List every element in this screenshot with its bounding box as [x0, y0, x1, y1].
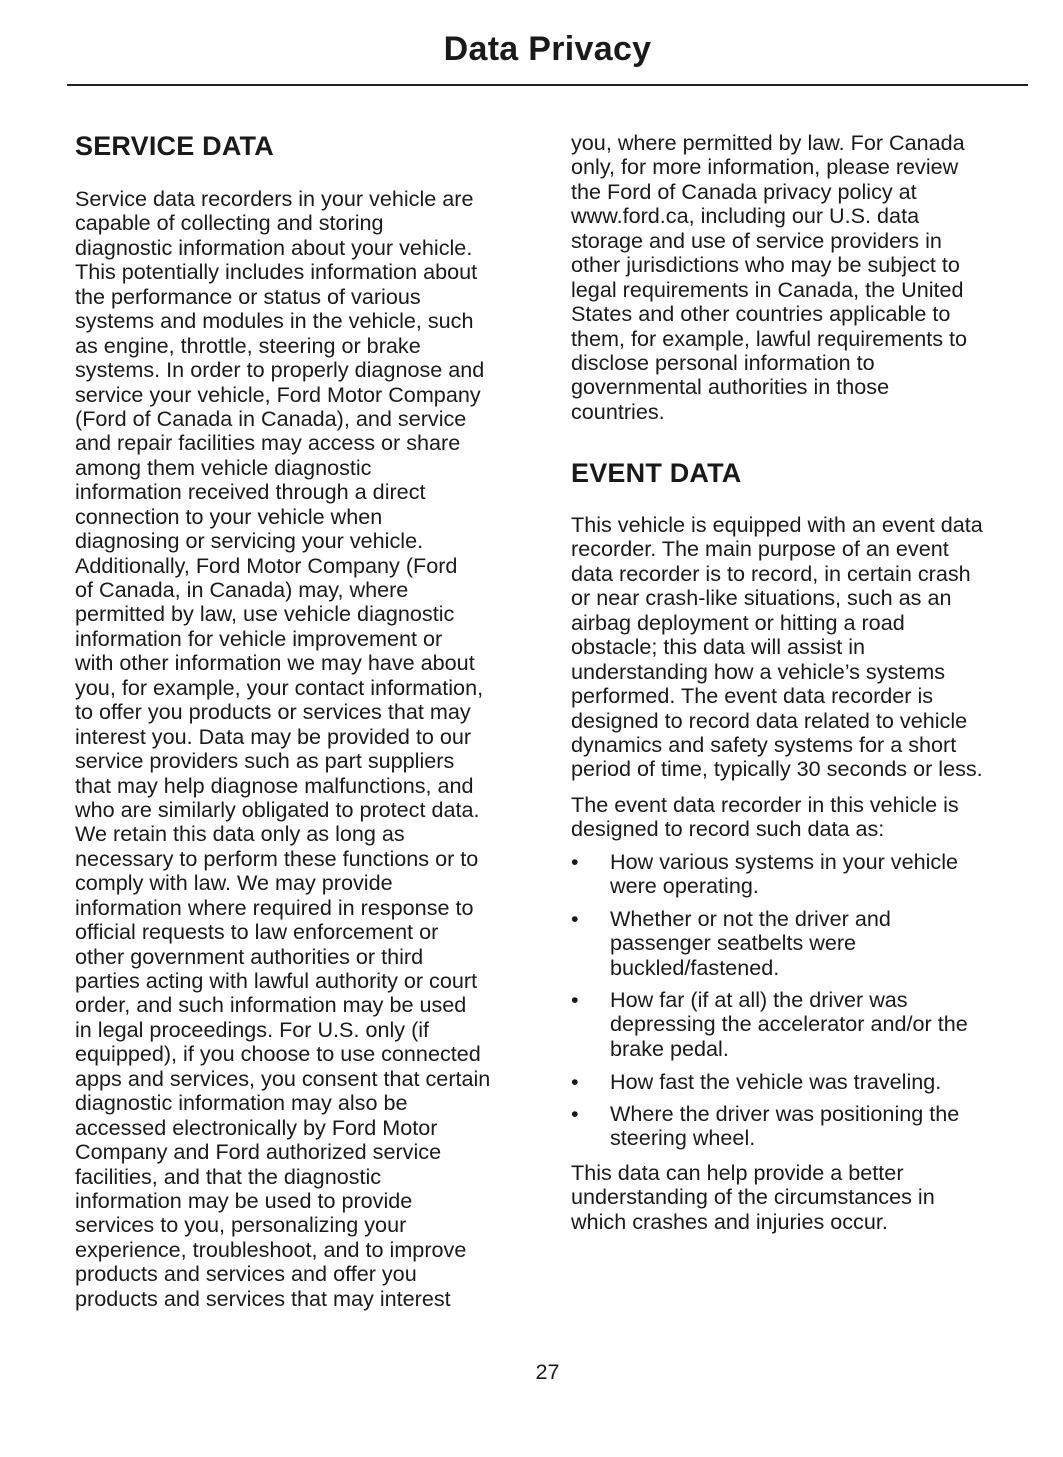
text-line: products and services that may interest	[75, 1285, 451, 1311]
text-line: storage and use of service providers in	[571, 227, 942, 253]
text-line: diagnostic information about your vehicle.	[75, 234, 473, 260]
text-line: systems. In order to properly diagnose and	[75, 357, 485, 383]
text-line: understanding of the circumstances in	[571, 1184, 935, 1210]
text-line: official requests to law enforcement or	[75, 919, 439, 945]
text-line: interest you. Data may be provided to our	[75, 723, 472, 749]
text-line: with other information we may have about	[75, 650, 475, 676]
text-line: other government authorities or third	[75, 943, 424, 969]
text-line: airbag deployment or hitting a road	[571, 609, 905, 635]
list-item-text	[610, 988, 968, 1061]
bullet-icon: •	[571, 906, 579, 931]
bullet-icon: •	[571, 1101, 579, 1126]
text-line: or near crash-like situations, such as an	[571, 585, 952, 611]
service-data-continuation	[571, 131, 967, 424]
page-title: Data Privacy	[443, 30, 652, 68]
text-line: capable of collecting and storing	[75, 210, 384, 236]
text-line: equipped), if you choose to use connected	[75, 1041, 481, 1067]
text-line: data recorder is to record, in certain crash	[571, 560, 971, 586]
text-line: How various systems in your vehicle	[610, 849, 959, 874]
text-line: products and services and offer you	[75, 1261, 417, 1287]
text-line: information may be used to provide	[75, 1187, 413, 1213]
text-line: you, for example, your contact information,	[75, 674, 484, 700]
section-heading-service-data: SERVICE DATA	[75, 131, 274, 161]
text-line: Whether or not the driver and	[610, 906, 891, 931]
text-line: only, for more information, please review	[571, 154, 959, 180]
page-number: 27	[535, 1359, 560, 1384]
list-item-text	[610, 850, 958, 899]
text-line: that may help diagnose malfunctions, and	[75, 772, 474, 798]
text-line: The event data recorder in this vehicle is	[571, 792, 959, 817]
event-data-paragraph-1	[571, 513, 983, 782]
text-line: Service data recorders in your vehicle are	[75, 186, 474, 211]
section-heading-event-data: EVENT DATA	[571, 458, 742, 488]
text-line: apps and services, you consent that certain	[75, 1065, 491, 1091]
text-line: them, for example, lawful requirements to	[571, 325, 968, 351]
text-line: order, and such information may be used	[75, 992, 467, 1018]
text-line: States and other countries applicable to	[571, 301, 951, 327]
text-line: performed. The event data recorder is	[571, 683, 934, 709]
text-line: services to you, personalizing your	[75, 1212, 407, 1238]
text-line: This data can help provide a better	[571, 1160, 904, 1185]
text-line: to offer you products or services that may	[75, 699, 471, 725]
header-divider	[67, 84, 1028, 86]
text-line: passenger seatbelts were	[610, 930, 857, 956]
text-line: How far (if at all) the driver was	[610, 987, 908, 1012]
text-line: recorder. The main purpose of an event	[571, 536, 949, 562]
service-data-paragraph	[75, 187, 490, 1311]
text-line: Company and Ford authorized service	[75, 1139, 442, 1165]
text-line: among them vehicle diagnostic	[75, 454, 372, 480]
text-line: depressing the accelerator and/or the	[610, 1011, 968, 1037]
text-line: permitted by law, use vehicle diagnostic	[75, 601, 455, 627]
text-line: you, where permitted by law. For Canada	[571, 130, 965, 155]
text-line: disclose personal information to	[571, 349, 875, 375]
event-data-paragraph-3	[571, 1161, 935, 1234]
text-line: information where required in response to	[75, 894, 474, 920]
text-line: accessed electronically by Ford Motor	[75, 1114, 438, 1140]
text-line: diagnosing or servicing your vehicle.	[75, 528, 424, 554]
text-line: dynamics and safety systems for a short	[571, 731, 957, 757]
text-line: brake pedal.	[610, 1035, 729, 1061]
event-data-paragraph-2	[571, 793, 959, 842]
list-item-text	[610, 1070, 941, 1094]
list-item-text	[610, 1102, 959, 1151]
text-line: countries.	[571, 398, 665, 424]
text-line: period of time, typically 30 seconds or less.	[571, 756, 983, 782]
bullet-icon: •	[571, 849, 579, 874]
text-line: (Ford of Canada in Canada), and service	[75, 405, 467, 431]
text-line: other jurisdictions who may be subject to	[571, 252, 960, 278]
text-line: www.ford.ca, including our U.S. data	[571, 203, 920, 229]
text-line: designed to record data related to vehicle	[571, 707, 968, 733]
text-line: systems and modules in the vehicle, such	[75, 308, 474, 334]
bullet-icon: •	[571, 987, 579, 1012]
text-line: information received through a direct	[75, 479, 426, 505]
text-line: the Ford of Canada privacy policy at	[571, 178, 917, 204]
text-line: diagnostic information may also be	[75, 1090, 408, 1116]
text-line: Additionally, Ford Motor Company (Ford	[75, 552, 458, 578]
text-line: necessary to perform these functions or to	[75, 845, 479, 871]
text-line: as engine, throttle, steering or brake	[75, 332, 421, 358]
text-line: experience, troubleshoot, and to improve	[75, 1236, 467, 1262]
text-line: which crashes and injuries occur.	[571, 1208, 888, 1234]
text-line: were operating.	[610, 873, 759, 899]
text-line: comply with law. We may provide	[75, 870, 393, 896]
text-line: designed to record such data as:	[571, 816, 885, 842]
list-item-text	[610, 907, 891, 980]
text-line: We retain this data only as long as	[75, 821, 405, 847]
text-line: the performance or status of various	[75, 283, 421, 309]
text-line: buckled/fastened.	[610, 954, 780, 980]
text-line: in legal proceedings. For U.S. only (if	[75, 1016, 430, 1042]
text-line: Where the driver was positioning the	[610, 1101, 960, 1126]
text-line: service your vehicle, Ford Motor Company	[75, 381, 481, 407]
text-line: of Canada, in Canada) may, where	[75, 577, 409, 602]
bullet-icon: •	[571, 1069, 579, 1094]
text-line: information for vehicle improvement or	[75, 625, 443, 651]
text-line: service providers such as part suppliers	[75, 748, 455, 774]
text-line: who are similarly obligated to protect data.	[75, 796, 480, 822]
text-line: steering wheel.	[610, 1125, 756, 1151]
text-line: This vehicle is equipped with an event data	[571, 512, 983, 537]
text-line: obstacle; this data will assist in	[571, 634, 866, 660]
text-line: How fast the vehicle was traveling.	[610, 1069, 942, 1094]
text-line: This potentially includes information about	[75, 259, 478, 285]
text-line: governmental authorities in those	[571, 374, 890, 400]
text-line: facilities, and that the diagnostic	[75, 1163, 382, 1189]
text-line: legal requirements in Canada, the United	[571, 276, 964, 302]
text-line: parties acting with lawful authority or court	[75, 968, 478, 993]
text-line: and repair facilities may access or share	[75, 430, 461, 456]
text-line: connection to your vehicle when	[75, 503, 383, 529]
text-line: understanding how a vehicle’s systems	[571, 658, 946, 684]
